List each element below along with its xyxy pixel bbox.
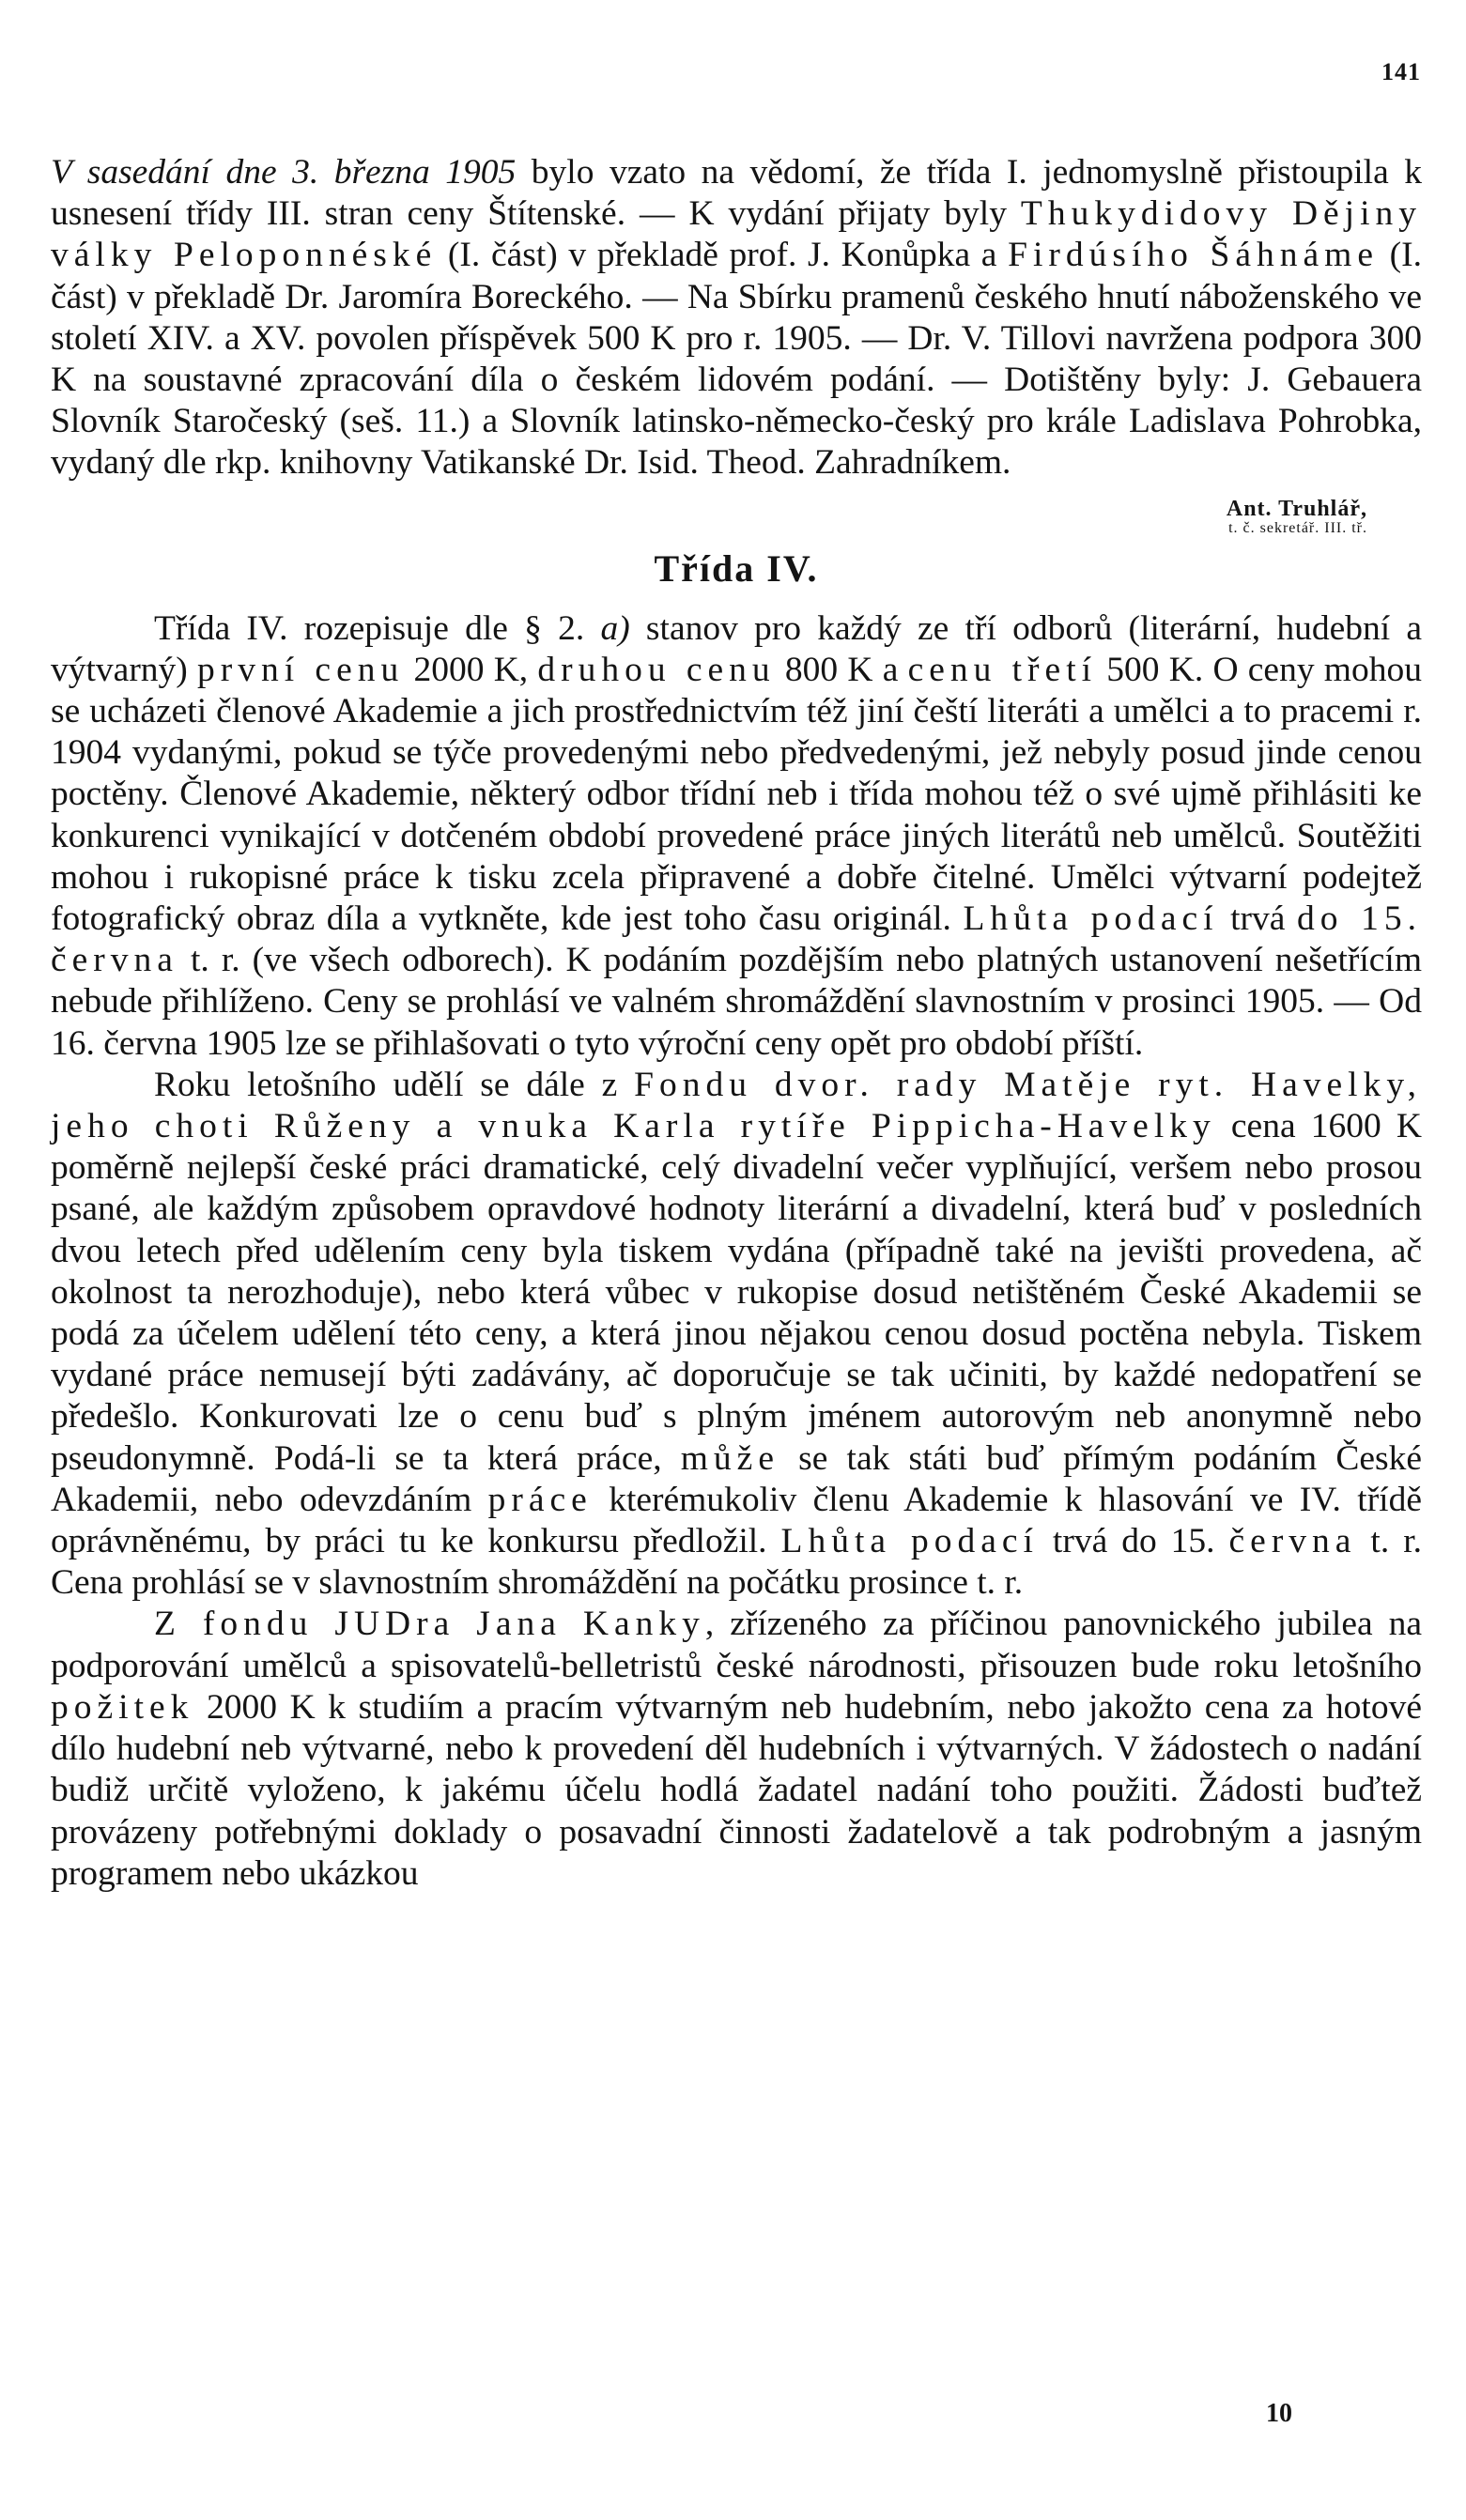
havelka-fund-paragraph: Roku letošního udělí se dále z Fondu dvor. rady Matěje ryt. Havelky, jeho choti Růženy a vnuka Karla rytíře Pippicha-Havelky cena 1600 K poměrně nejlepší české práci dramatické, celý divadelní večer vyplňující, veršem nebo prosou psané, ale každým způsobem opravdové hodnoty literární a divadelní, která buď v posledních dvou letech před udělením ceny byla tiskem vydána (případně také na jevišti provedena, ač okolnost ta nerozhoduje), nebo která vůbec v rukopise dosud netištěném České Akademii se podá za účelem udělení této ceny, a která jinou nějakou cenou dosud poctěna nebyla. Tiskem vydané práce nemusejí býti zadávány, ač doporučuje se tak učiniti, by každé nedopatření se předešlo. Konkurovati lze o cenu buď s plným jménem autorovým neb anonymně nebo pseudonymně. Podá-li se ta která práce, může se tak státi buď přímým podáním České Akademii, nebo odevzdáním práce kterémukoliv členu Akademie k hlasování ve IV. třídě oprávněnému, by práci tu ke konkursu předložil. Lhůta podací trvá do 15. června t. r. Cena prohlásí se v slavnostním shromáždění na počátku prosince t. r. <box>51 1065 1423 1603</box>
page-number: 141 <box>1381 58 1421 85</box>
kanka-fund-paragraph: Z fondu JUDra Jana Kanky, zřízeného za příčinou panovnického jubilea na podporování umělců a spisovatelů-belletristů české národnosti, přisouzen bude roku letošního požitek 2000 K k studiím a pracím výtvarným neb hudebním, nebo jakožto cena za hotové dílo hudební neb výtvarné, nebo k provedení děl hudebních i výtvarných. V žádostech o nadání budiž určitě vyloženo, k jakému účelu hodlá žadatel nadání toho použiti. Žádosti buďtež provázeny potřebnými doklady o posavadní činnosti žadatelově a tak podrobným a jasným programem nebo ukázkou <box>51 1605 1422 1893</box>
page-body <box>51 152 1422 1895</box>
signature <box>51 498 1367 537</box>
signature-name: Ant. Truhlář, <box>1226 496 1367 521</box>
section-heading: Třída IV. <box>654 546 819 590</box>
signature-role: t. č. sekretář. III. tř. <box>1228 519 1367 536</box>
signature-mark: 10 <box>1266 2399 1292 2428</box>
meeting-lead: V sasedání dne 3. března 1905 <box>51 153 517 192</box>
meeting-paragraph: V sasedání dne 3. března 1905 bylo vzato na vědomí, že třída I. jednomyslně přistoupila k usnesení třídy III. stran ceny Štítenské. — K vydání přijaty byly Thukydidovy Dějiny války Peloponnéské (I. část) v překladě prof. J. Konůpka a Firdúsího Šáhnáme (I. část) v překladě Dr. Jaromíra Boreckého. — Na Sbírku pramenů českého hnutí náboženského ve století XIV. a XV. povolen příspěvek 500 K pro r. 1905. — Dr. V. Tillovi navržena podpora 300 K na soustavné zpracování díla o českém lidovém podání. — Dotištěny byly: J. Gebauera Slovník Staročeský (seš. 11.) a Slovník latinsko-německo-český pro krále Ladislava Pohrobka, vydaný dle rkp. knihovny Vatikanské Dr. Isid. Theod. Zahradníkem. <box>51 153 1423 483</box>
prize-paragraph: Třída IV. rozepisuje dle § 2. a) stanov pro každý ze tří odborů (literární, hudební a výtvarný) první cenu 2000 K, druhou cenu 800 K a cenu třetí 500 K. O ceny mohou se ucházeti členové Akademie a jich prostřednictvím též jiní čeští literáti a umělci a to pracemi r. 1904 vydanými, pokud se týče provedenými nebo předvedenými, jež nebyly posud jinde cenou poctěny. Členové Akademie, některý odbor třídní neb i třída mohou též o své ujmě přihlásiti ke konkurenci vynikající v dotčeném období provedené práce jiných literátů neb umělců. Soutěžiti mohou i rukopisné práce k tisku zcela připravené a dobře čitelné. Umělci výtvarní podejtež fotografický obraz díla a vytkněte, kde jest toho času originál. Lhůta podací trvá do 15. června t. r. (ve všech odborech). K podáním pozdějším nebo platných ustanovení nešetřícím nebude přihlíženo. Ceny se prohlásí ve valném shromáždění slavnostním v prosinci 1905. — Od 16. června 1905 lze se přihlašovati o tyto výroční ceny opět pro období příští. <box>51 608 1423 1063</box>
